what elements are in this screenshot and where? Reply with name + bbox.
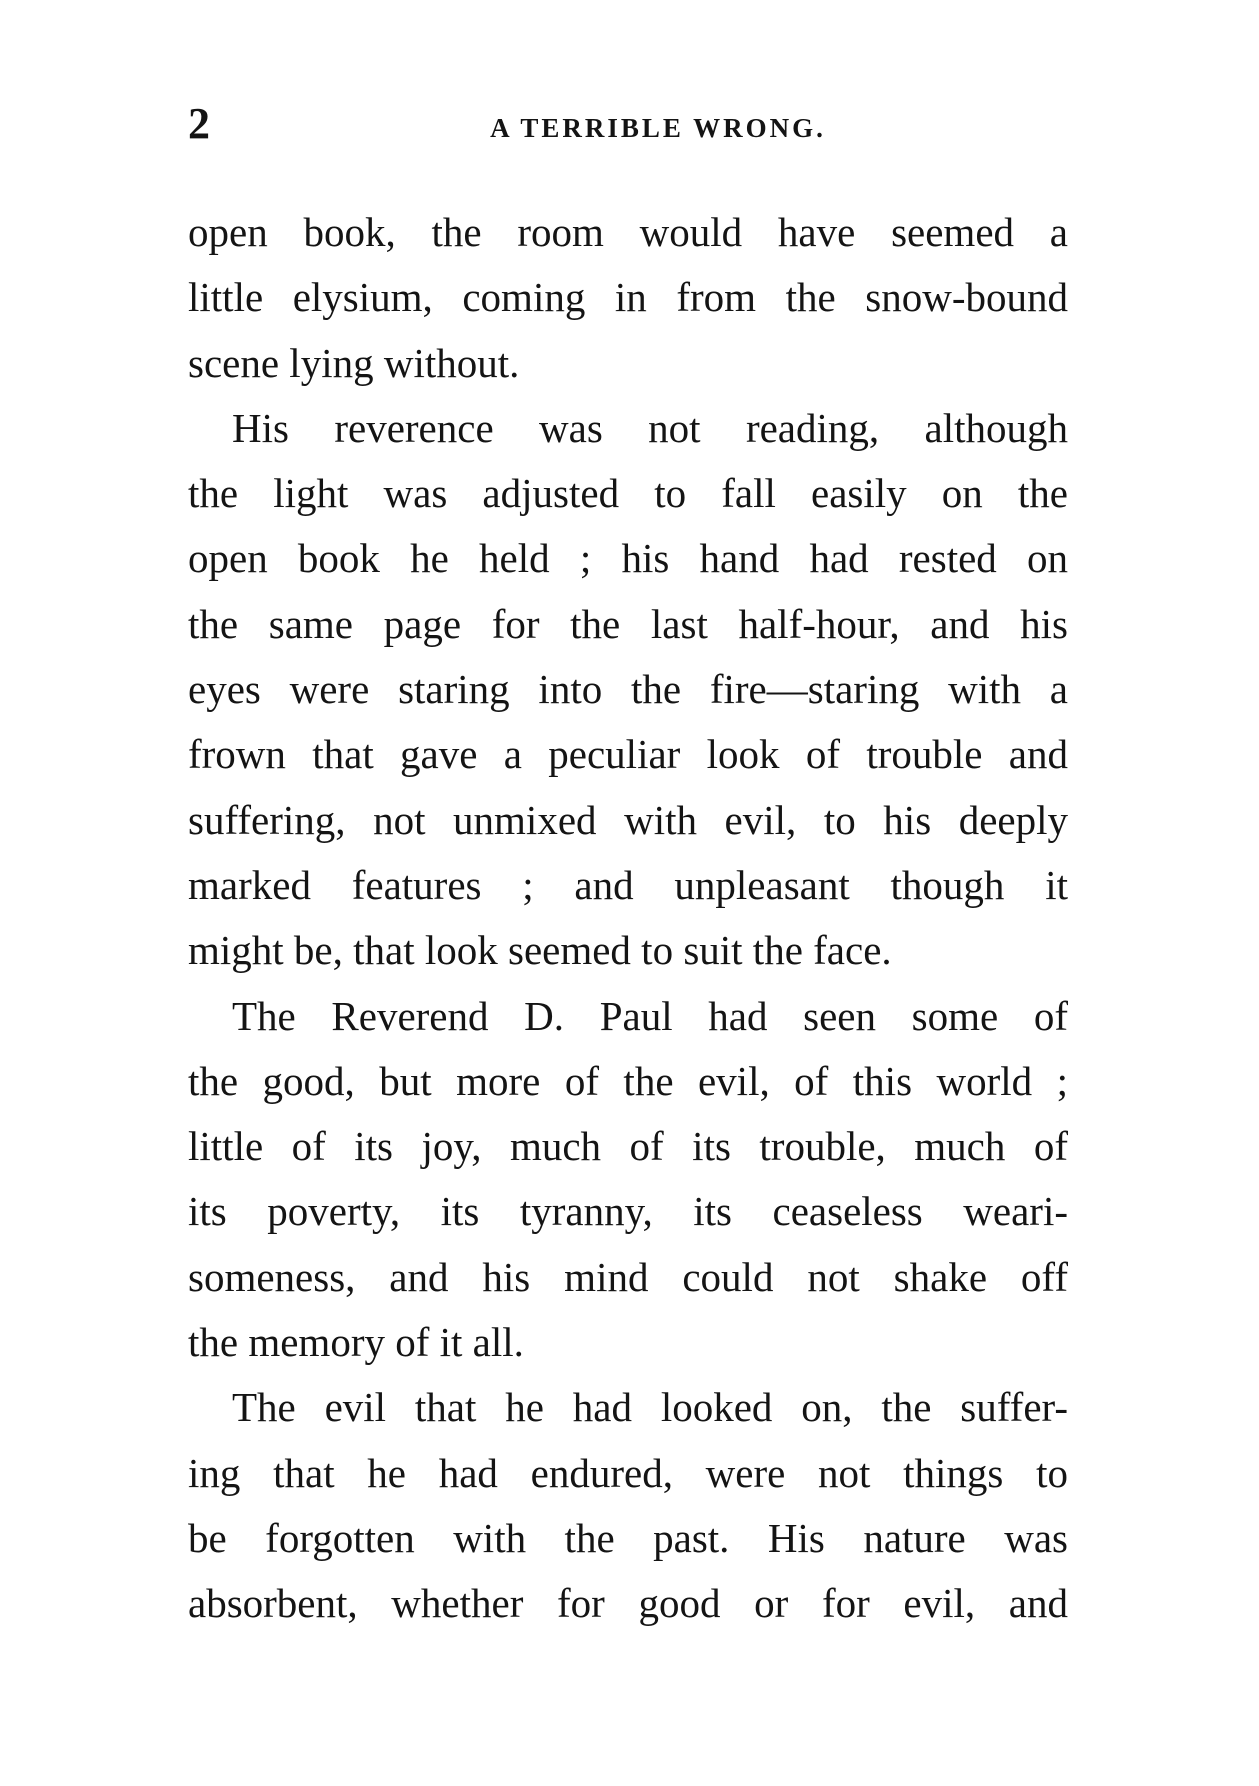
page-number: 2 bbox=[188, 99, 210, 148]
paragraph bbox=[188, 396, 1068, 984]
text-line: eyes were staring into the fire—staring with a bbox=[188, 666, 1068, 713]
text-line: little of its joy, much of its trouble, much of bbox=[188, 1123, 1068, 1170]
text-line: absorbent, whether for good or for evil, and bbox=[188, 1580, 1068, 1627]
text-line: The Reverend D. Paul had seen some of bbox=[232, 992, 1068, 1039]
paragraph bbox=[188, 1375, 1068, 1636]
text-line: its poverty, its tyranny, its ceaseless weari- bbox=[188, 1188, 1068, 1235]
text-line: might be, that look seemed to suit the face. bbox=[188, 927, 892, 974]
paragraph bbox=[188, 984, 1068, 1376]
paragraph bbox=[188, 200, 1068, 396]
text-line: the memory of it all. bbox=[188, 1319, 524, 1366]
running-head bbox=[188, 96, 1068, 152]
text-line: marked features ; and unpleasant though it bbox=[188, 861, 1068, 908]
text-line: be forgotten with the past. His nature was bbox=[188, 1514, 1068, 1561]
text-line: the same page for the last half-hour, and his bbox=[188, 600, 1068, 647]
text-line: little elysium, coming in from the snow-bound bbox=[188, 274, 1068, 321]
text-line: someness, and his mind could not shake off bbox=[188, 1253, 1068, 1300]
text-line: the good, but more of the evil, of this world ; bbox=[188, 1057, 1068, 1104]
text-line: open book he held ; his hand had rested on bbox=[188, 535, 1068, 582]
body-text bbox=[188, 200, 1068, 1637]
text-line: scene lying without. bbox=[188, 339, 520, 386]
text-line: open book, the room would have seemed a bbox=[188, 209, 1068, 255]
text-line: the light was adjusted to fall easily on the bbox=[188, 470, 1068, 517]
text-line: His reverence was not reading, although bbox=[232, 404, 1068, 451]
text-line: The evil that he had looked on, the suffer- bbox=[232, 1384, 1068, 1431]
text-line: ing that he had endured, were not things to bbox=[188, 1449, 1068, 1496]
text-line: suffering, not unmixed with evil, to his deeply bbox=[188, 796, 1068, 843]
text-line: frown that gave a peculiar look of trouble and bbox=[188, 731, 1068, 778]
running-title: A TERRIBLE WRONG. bbox=[490, 113, 826, 143]
